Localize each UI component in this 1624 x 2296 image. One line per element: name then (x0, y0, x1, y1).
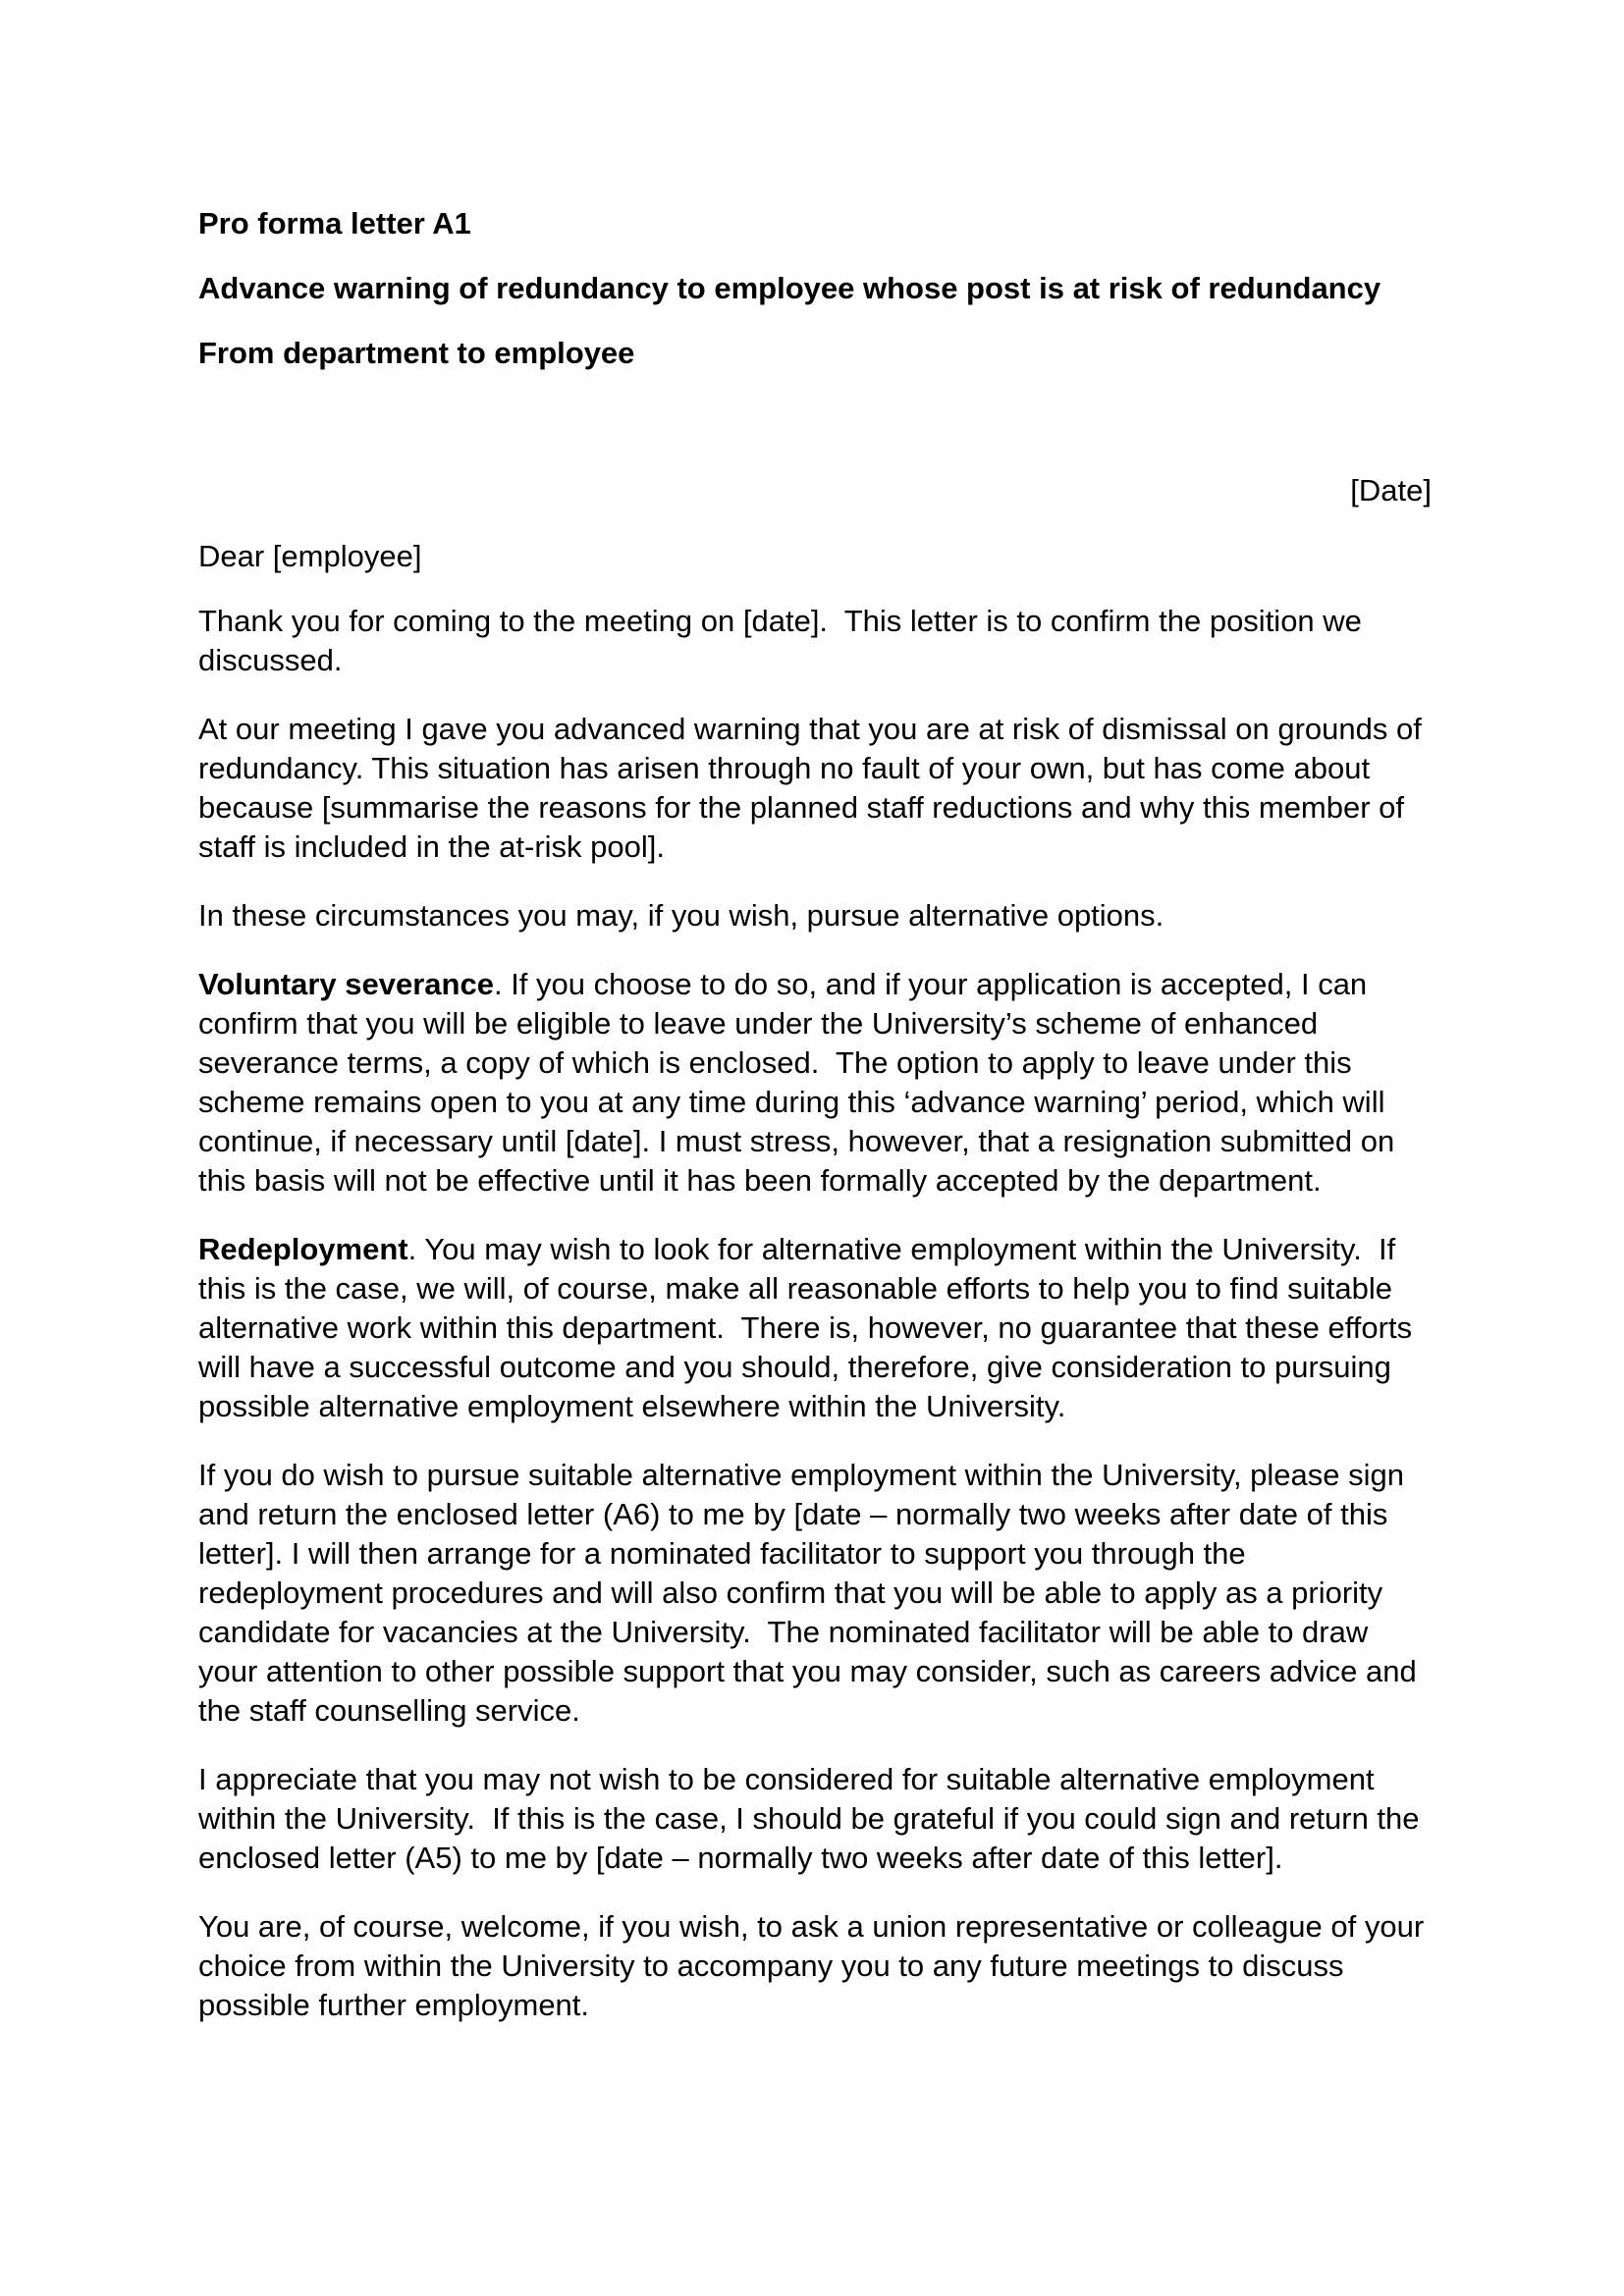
voluntary-severance-lead: Voluntary severance (198, 967, 494, 1001)
paragraph-meeting-confirmation: Thank you for coming to the meeting on [date]. This letter is to confirm the position we discussed. (198, 604, 1371, 677)
paragraph-advance-warning: At our meeting I gave you advanced warning that you are at risk of dismissal on grounds of redundancy. This situation has arisen through no fault of your own, but has come about because [summarise the reasons for the planned staff reductions and why this member of staff is included in the at-risk pool]. (198, 712, 1431, 864)
paragraph-union-representative: You are, of course, welcome, if you wish, to ask a union representative or colleague of your choice from within the University to accompany you to any future meetings to discuss possible further employment. (198, 1909, 1433, 2022)
paragraph-redeployment (198, 1230, 1432, 1426)
paragraph-decline-redeployment: I appreciate that you may not wish to be considered for suitable alternative employment within the University. If this is the case, I should be grateful if you could sign and return the enclosed letter (A5) to me by [date – normally two weeks after date of this letter]. (198, 1762, 1429, 1875)
salutation: Dear [employee] (198, 539, 422, 573)
letter-content (198, 204, 1432, 2055)
date-placeholder: [Date] (1350, 473, 1432, 507)
voluntary-severance-text: . If you choose to do so, and if your application is accepted, I can confirm that you will be eligible to leave under the University’s scheme of enhanced severance terms, a copy of which is enclosed. The option to apply to leave under this scheme remains open to you at any time during this ‘advance warning’ period, which will continue, if necessary until [date]. I must stress, however, that a resignation submitted on this basis will not be effective until it has been formally accepted by the department. (198, 967, 1403, 1198)
redeployment-text: . You may wish to look for alternative employment within the University. If this is the case, we will, of course, make all reasonable efforts to help you to find suitable alternative work within this department. There is, however, no guarantee that these efforts will have a successful outcome and you should, therefore, give consideration to pursuing possible alternative employment elsewhere within the University. (198, 1232, 1421, 1423)
paragraph-voluntary-severance (198, 965, 1432, 1201)
redeployment-lead: Redeployment (198, 1232, 408, 1266)
paragraph-alternative-options: In these circumstances you may, if you wish, pursue alternative options. (198, 898, 1164, 933)
letter-title: Pro forma letter A1 (198, 206, 471, 240)
paragraph-pursue-redeployment: If you do wish to pursue suitable alternative employment within the University, please sign and return the enclosed letter (A6) to me by [date – normally two weeks after date of this letter]. I will then arrange for a nominated facilitator to support you through the redeployment procedures and will also confirm that you will be able to apply as a priority candidate for vacancies at the University. The nominated facilitator will be able to draw your attention to other possible support that you may consider, such as careers advice and the staff counselling service. (198, 1458, 1426, 1728)
letter-subject: Advance warning of redundancy to employee whose post is at risk of redundancy (198, 271, 1381, 305)
letter-routing: From department to employee (198, 336, 635, 370)
